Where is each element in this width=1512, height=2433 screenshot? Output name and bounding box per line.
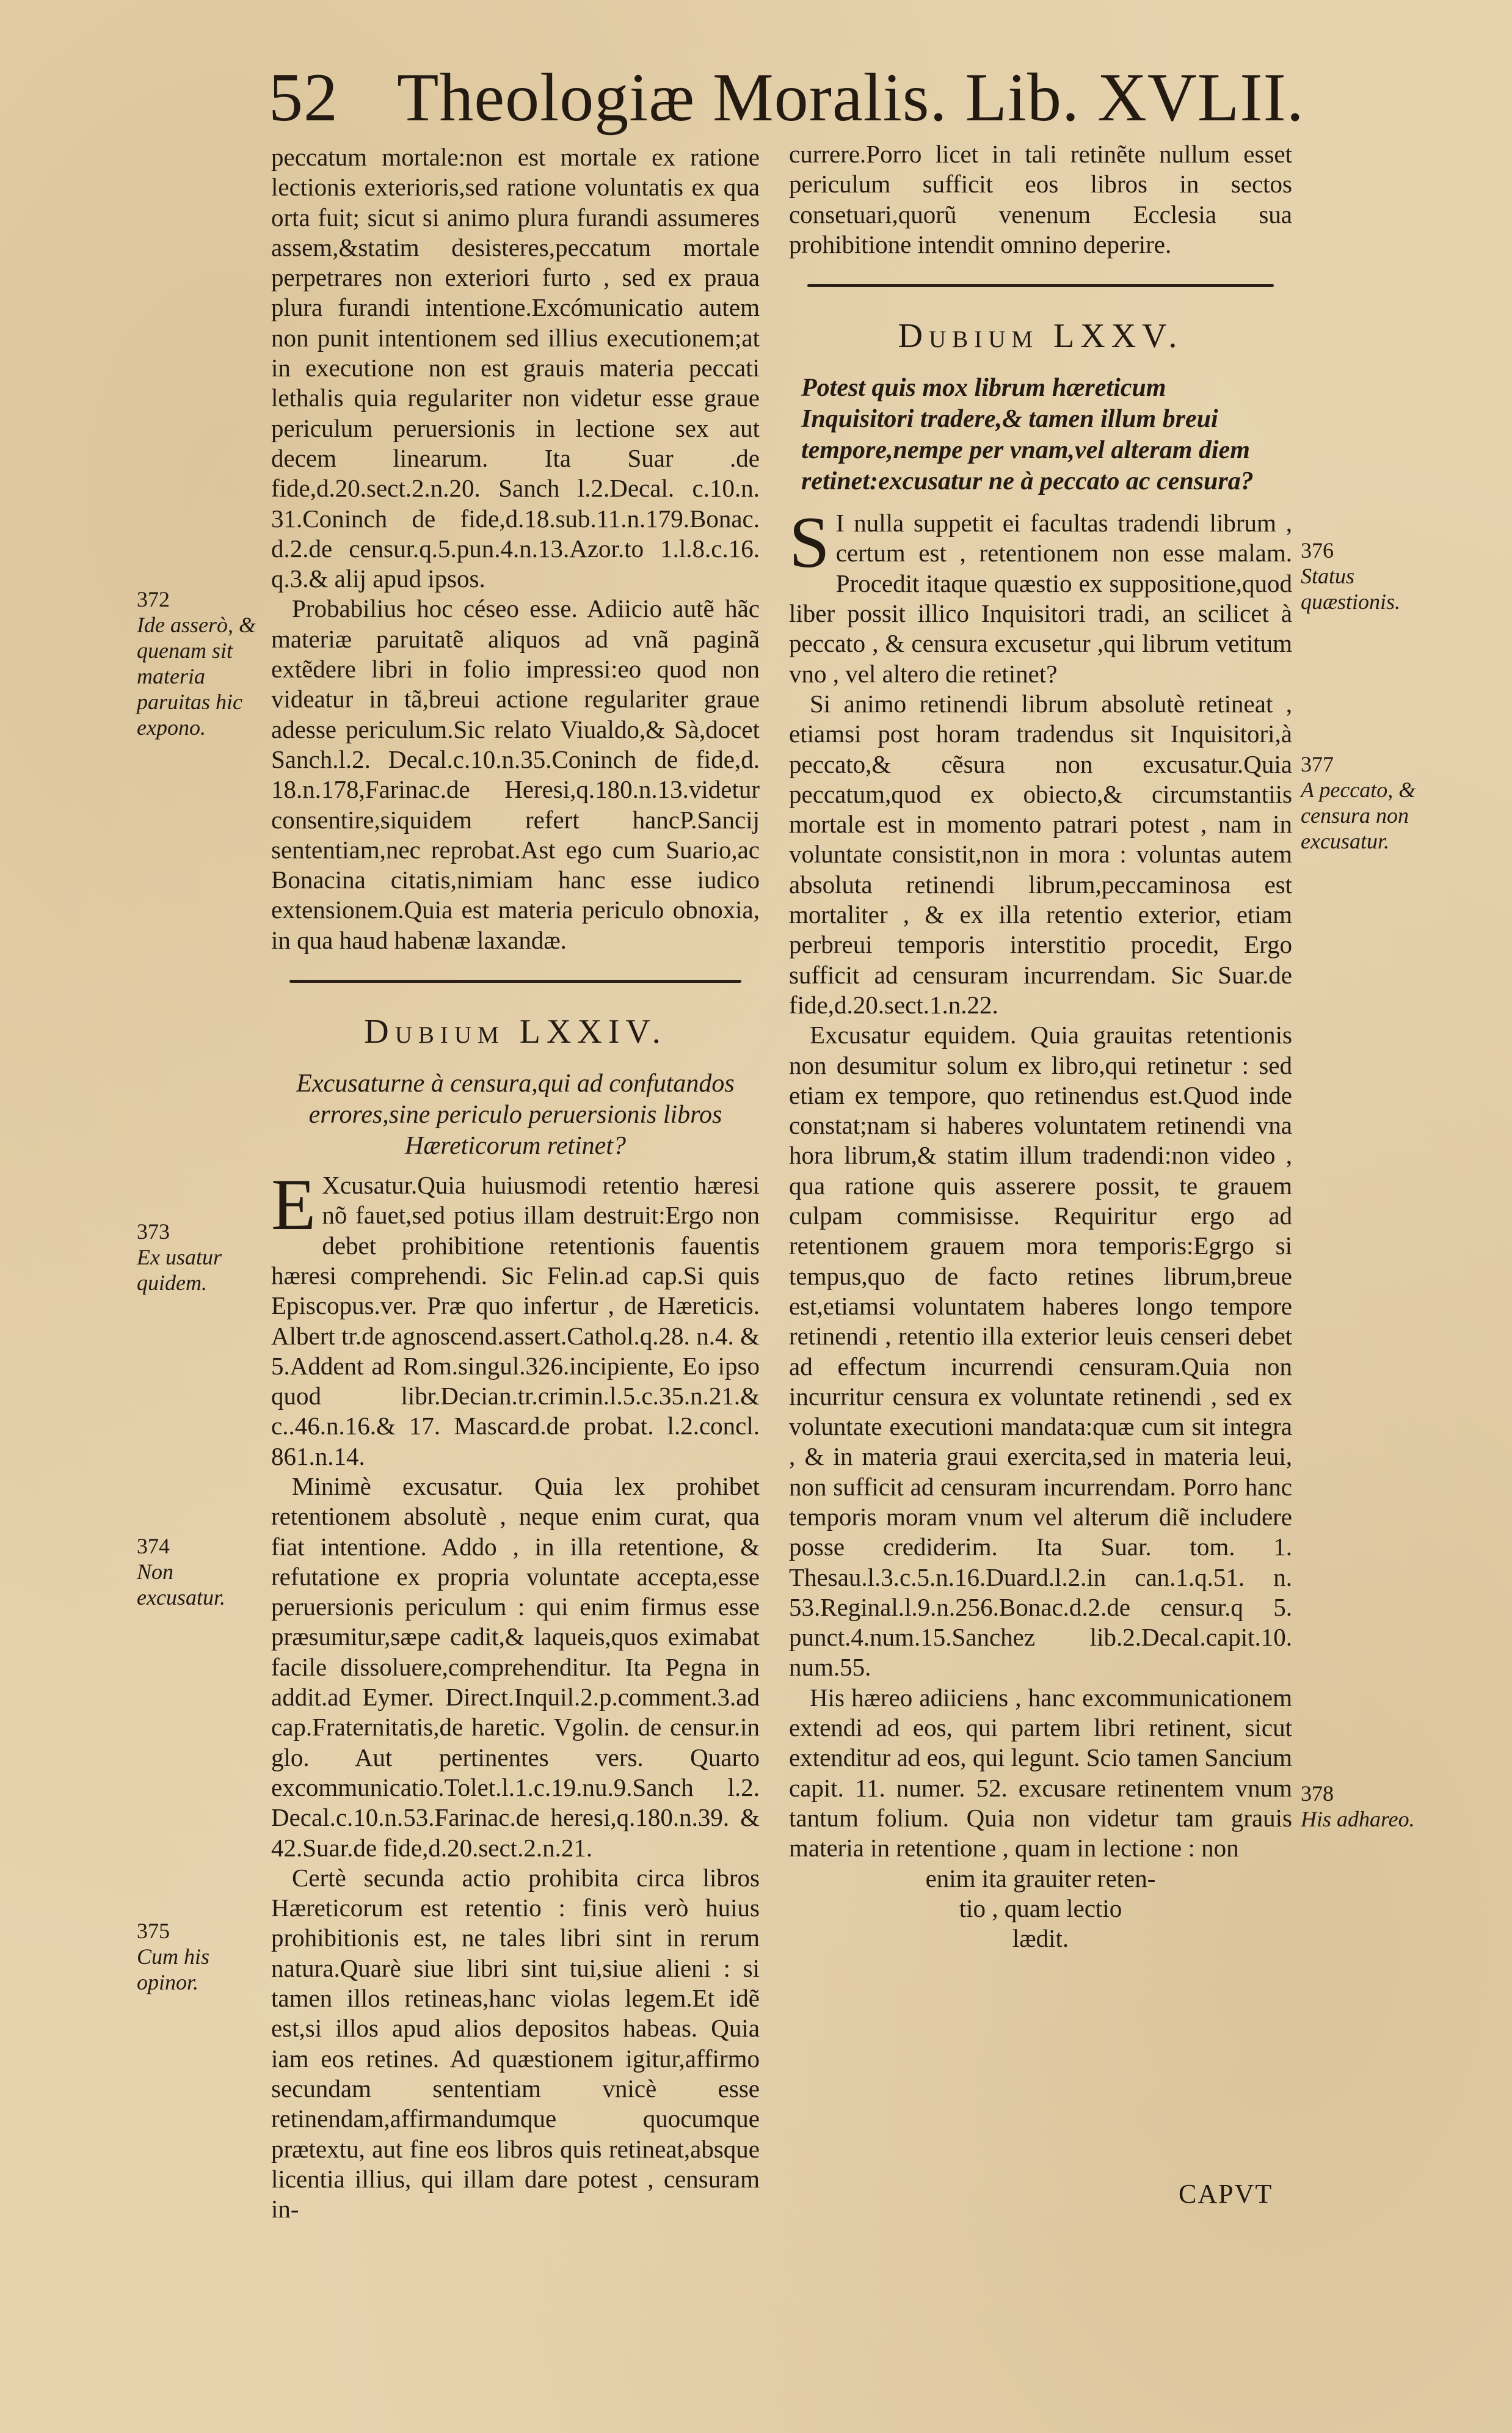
paragraph-text: Xcusatur.Quia huiusmodi retentio hæresi nõ fauet,sed potius illam destruit:Ergo non debet prohibitione retentionis fauentis hæresi comprehendi. Sic Felin.ad cap.Si quis Episcopus.ver. Præ quo infertur , de Hæreticis. Albert tr.de agnoscend.assert.Cathol.q.28. n.4. & 5.Addent ad Rom.singul.326.incipiente, Eo ipso quod libr.Decian.tr.crimin.l.5.c.35.n.21.& c..46.n.16.& 17. Mascard.de probat. l.2.concl. 861.n.14. <box>271 1171 760 1470</box>
margin-note: 373 Ex usatur quidem. <box>137 1219 222 1295</box>
right-column <box>789 139 1292 1953</box>
section-question: Excusaturne à censura,qui ad confutandos errores,sine periculo peruersionis libros Hæreticorum retinet? <box>296 1070 735 1161</box>
drop-cap: E <box>271 1164 316 1246</box>
page-number: 52 <box>269 60 338 136</box>
paragraph: Excusatur equidem. Quia grauitas retentionis non desumitur solum ex libro,qui retinetur : sed etiam ex tempore, quo retinendus est.Quod inde constat;nam si haberes voluntatem retinendi vna hora librum,& statim illum tradendi:non video , qua ratione quis asserere possit, te grauem culpam commisisse. Requiritur ergo ad retentionem grauem mora temporis:Egrgo si tempus,quo de facto retines librum,breue est,etiamsi voluntatem haberes longo tempore retinendi , retentio illa exterior leuis censeri debet ad effectum incurrendi censuram.Quia non incurritur censura ex voluntate retinendi , sed ex voluntate executioni mandata:quæ cum sit integra , & in materia graui exercita,sed in materia leui, non sufficit ad censuram incurrendam. Porro hanc temporis moram vnum vel alterum diẽ includere posse crediderim. Ita Suar. tom. 1. Thesau.l.3.c.5.n.16.Duard.l.2.in can.1.q.51. n. 53.Reginal.l.9.n.256.Bonac.d.2.de censur.q 5. punct.4.num.15.Sanchez lib.2.Decal.capit.10. num.55. <box>789 1021 1292 1682</box>
paragraph: Certè secunda actio prohibita circa libros Hæreticorum est retentio : finis verò huius prohibitionis est, ne tales libri sint in rerum natura.Quarè siue libri sint tui,siue alieni : si tamen illos retineas,hanc violas legem.Et idẽ est,si illos apud alios depositos habeas. Quia iam eos retines. Ad quæstionem igitur,affirmo secundam sententiam vnicè esse retinendam,affirmandumque quocumque prætextu, aut fine eos libros quis retineat,absque licentia illius, qui illam dare potest , censuram in- <box>271 1863 760 2223</box>
left-column <box>271 142 760 2224</box>
margin-note: 376 Status quæstionis. <box>1301 538 1401 614</box>
running-title: Theologiæ Moralis. Lib. XVLII. <box>397 60 1304 136</box>
paragraph: Minimè excusatur. Quia lex prohibet retentionem absolutè , neque enim curat, qua fiat intentione. Addo , in illa retentione, & refutatione ex propria voluntate accepta,esse peruersionis periculum : qui enim firmus esse præsumitur,sæpe cadit,& laqueis,quos eximabat facile dissoluere,comprehenditur. Ita Pegna in addit.ad Eymer. Direct.Inquil.2.p.comment.3.ad cap.Fraternitatis,de haretic. Vgolin. de censur.in glo. Aut pertinentes vers. Quarto excommunicatio.Tolet.l.1.c.19.nu.9.Sanch l.2. Decal.c.10.n.53.Farinac.de heresi,q.180.n.39. & 42.Suar.de fide,d.20.sect.2.n.21. <box>271 1472 760 1862</box>
section-question: Potest quis mox librum hæreticum Inquisitori tradere,& tamen illum breui tempore,nempe per vnam,vel alteram diem retinet:excusatur ne à peccato ac censura? <box>801 374 1254 496</box>
closing-line: tio , quam lectio <box>959 1894 1122 1922</box>
margin-note: 378 His adhareo. <box>1301 1781 1415 1831</box>
margin-note: 372 Ide asserò, & quenam sit materia paruitas hic expono. <box>137 587 256 740</box>
drop-cap: S <box>789 502 830 583</box>
paragraph: Probabilius hoc céseo esse. Adiicio autẽ hãc materiæ paruitatẽ aliquos ad vnã paginã extẽdere libri in folio impressi:eo quod non videatur in tã,breui actione regulariter graue adesse periculum.Sic relato Viualdo,& Sà,docet Sanch.l.2. Decal.c.10.n.35.Coninch de fide,d. 18.n.178,Farinac.de Heresi,q.180.n.13.videtur consentire,siquidem refert hancP.Sancij sententiam,nec reprobat.Ast ego cum Suario,ac Bonacina citatis,nimiam hanc esse iudico extensionem.Quia est materia periculo obnoxia, in qua haud habenæ laxandæ. <box>271 594 760 954</box>
margin-note: 374 Non excusatur. <box>137 1534 225 1610</box>
closing-line: lædit. <box>1012 1924 1069 1953</box>
margin-note: 377 A peccato, & censura non excusatur. <box>1301 752 1416 853</box>
section-heading: Dubium LXXV. <box>898 317 1183 356</box>
paragraph-text: I nulla suppetit ei facultas tradendi librum , certum est , retentionem non esse malam. Procedit itaque quæstio ex suppositione,quod liber possit illico Inquisitori tradi, an scilicet à peccato , & censura excusetur ,qui librum vetitum vno , vel altero die retinet? <box>789 509 1292 688</box>
closing-line: enim ita grauiter reten- <box>925 1864 1156 1892</box>
paragraph: peccatum mortale:non est mortale ex ratione lectionis exterioris,sed ratione voluntatis ex qua orta fuit; sicut si animo plura furandi assumeres assem,&statim desisteres,peccatum mortale perpetrares non exteriori furto , sed ex praua plura furandi intentione.Excómunicatio autem non punit intentionem sed illius executionem;at in executione non est grauis materia peccati lethalis quia regulariter non videtur esse graue periculum peruersionis in lectione sex aut decem linearum. Ita Suar .de fide,d.20.sect.2.n.20. Sanch l.2.Decal. c.10.n. 31.Coninch de fide,d.18.sub.11.n.179.Bonac. d.2.de censur.q.5.pun.4.n.13.Azor.to 1.l.8.c.16. q.3.& alij apud ipsos. <box>271 143 760 593</box>
paragraph: His hæreo adiiciens , hanc excommunicationem extendi ad eos, qui partem libri retinent, sicut extenditur ad eos, qui legunt. Scio tamen Sancium capit. 11. numer. 52. excusare retinentem vnum tantum folium. Quia non videtur tam grauis materia in retentione , quam in lectione : non <box>789 1683 1292 1862</box>
section-divider <box>807 284 1274 287</box>
paragraph: currere.Porro licet in tali retinẽte nullum esset periculum sufficit eos libros in sectos consetuari,quorũ venenum Ecclesia sua prohibitione intendit omnino deperire. <box>789 140 1292 258</box>
section-divider <box>289 980 741 983</box>
paragraph: Si animo retinendi librum absolutè retineat , etiamsi post horam tradendus sit Inquisitori,à peccato,& cẽsura non excusatur.Quia peccatum,quod ex obiecto,& circumstantiis mortale est in momento patrari potest , nam in voluntate consistit,non in mora : voluntas autem absoluta retinendi librum,peccaminosa est mortaliter , & ex illa retentio exterior, etiam perbreui temporis interstitio procedit, Ergo sufficit ad censuram incurrendam. Sic Suar.de fide,d.20.sect.1.n.22. <box>789 689 1292 1019</box>
section-heading: Dubium LXXIV. <box>364 1013 667 1051</box>
paragraph-dropcap <box>271 1164 760 1472</box>
page-header <box>269 55 1307 140</box>
catchword: CAPVT <box>1179 2179 1273 2209</box>
paragraph-dropcap <box>789 502 1292 689</box>
margin-note: 375 Cum his opinor. <box>137 1919 210 1994</box>
